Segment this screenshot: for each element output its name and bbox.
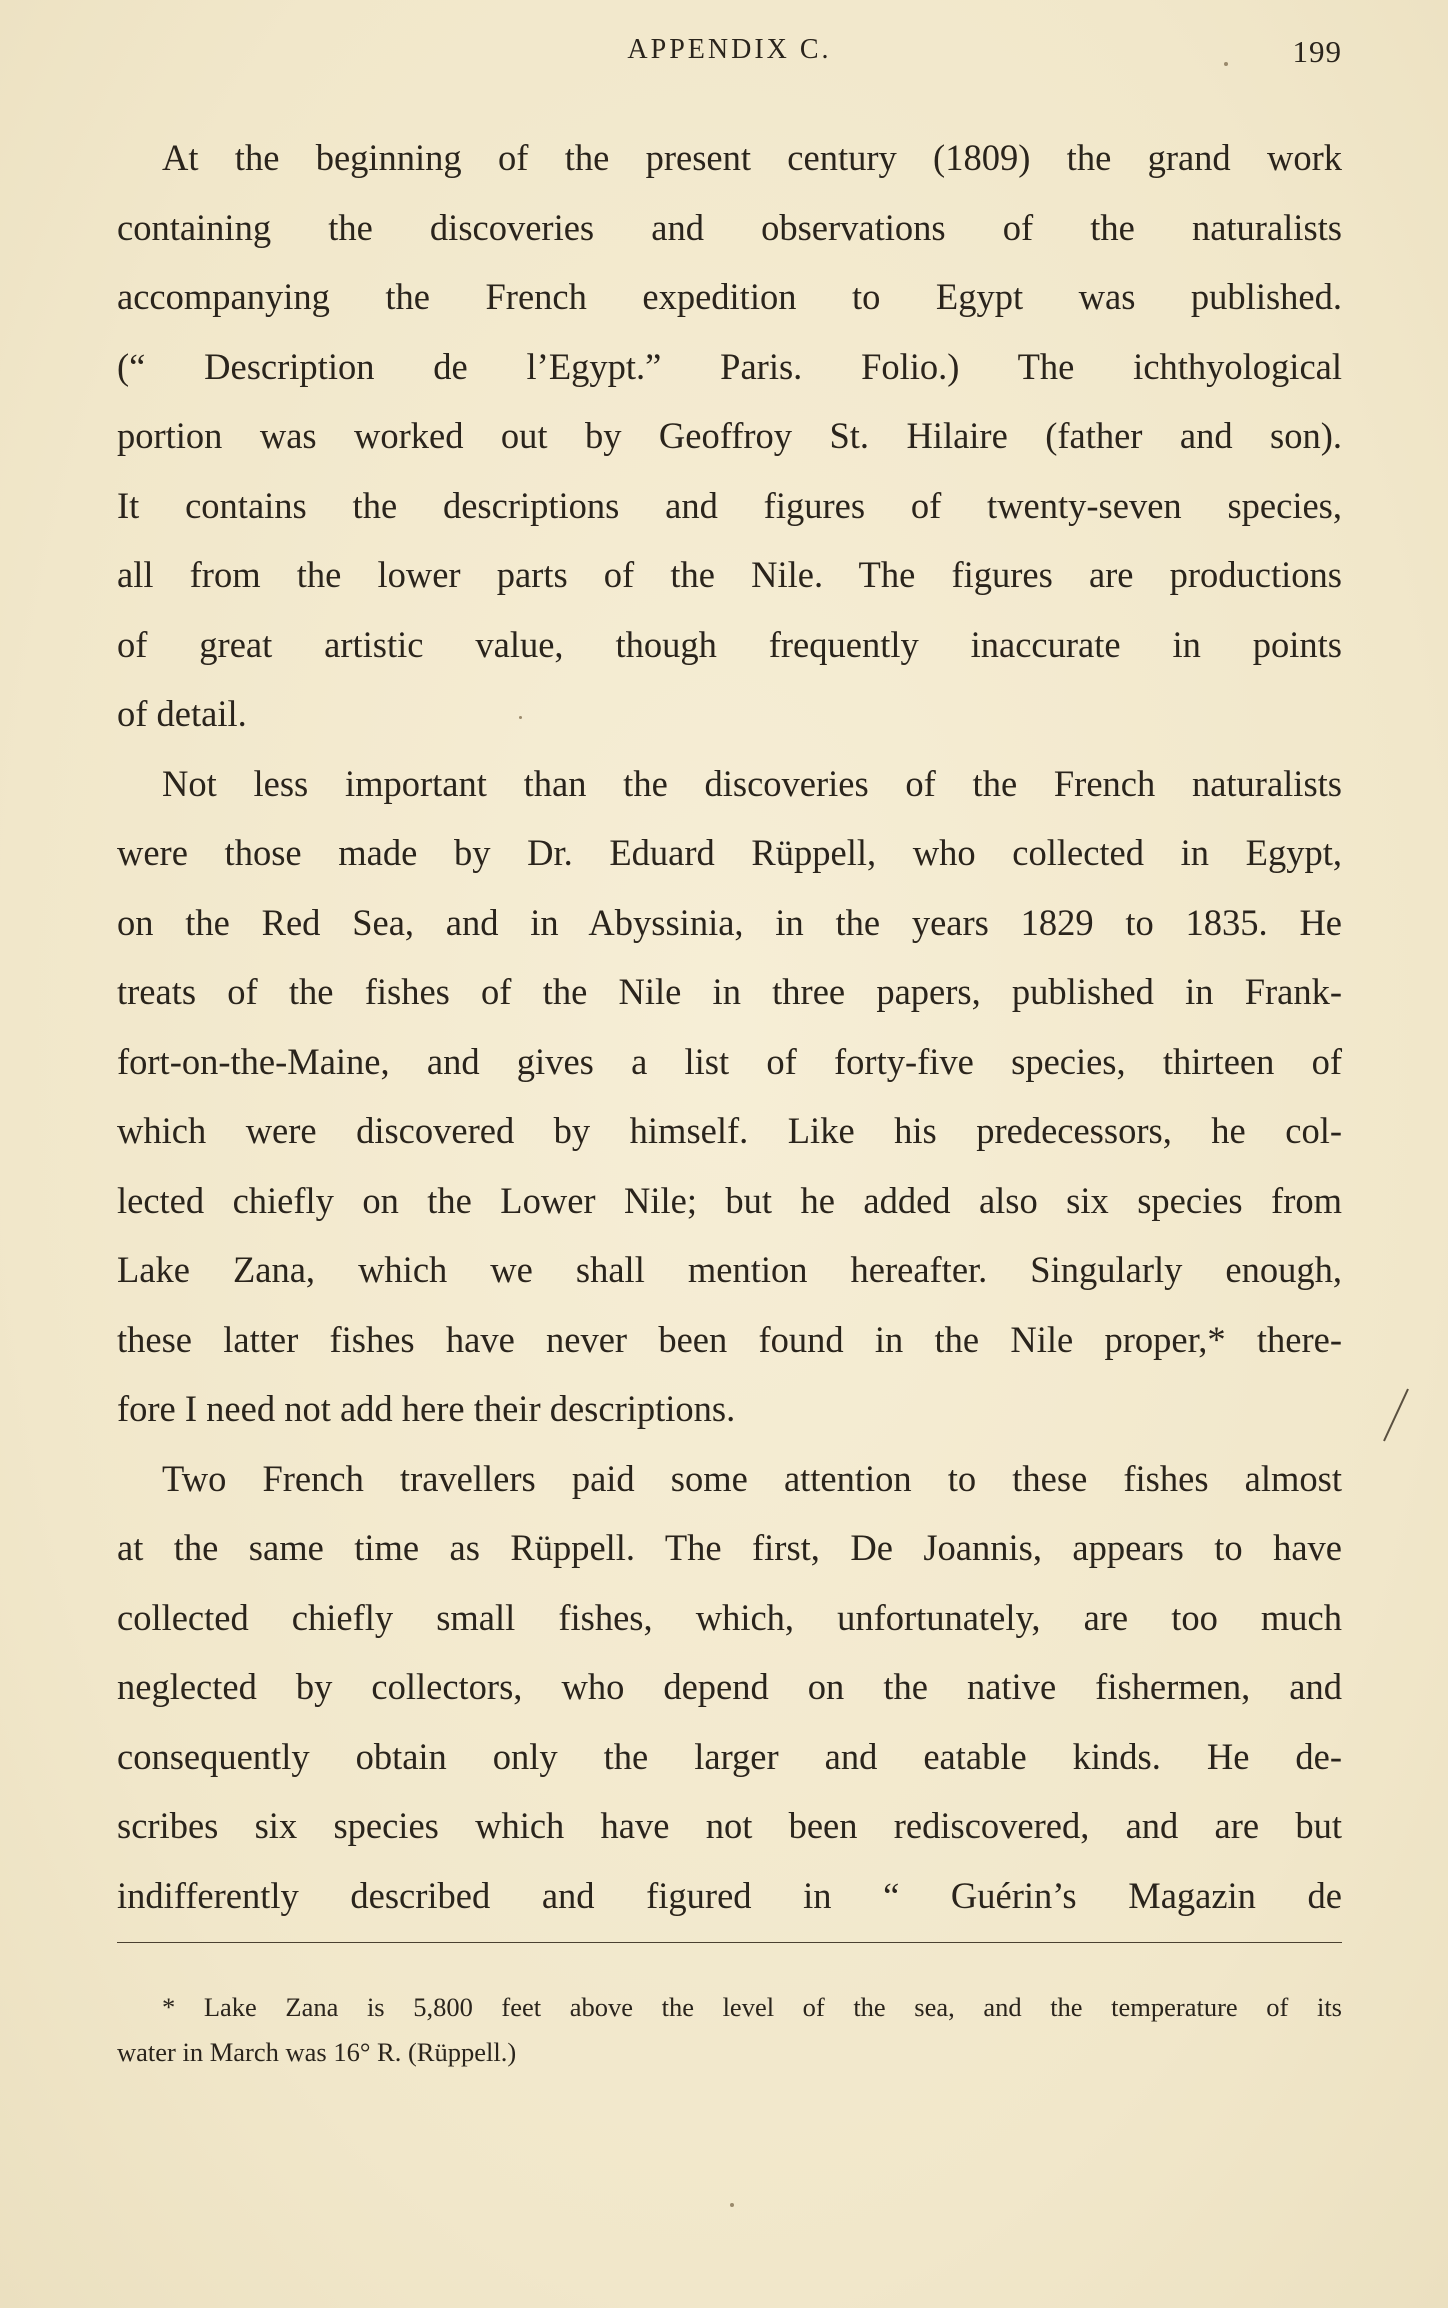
paragraph <box>117 1444 1342 1931</box>
footnote-line: water in March was 16° R. (Rüppell.) <box>117 2037 517 2067</box>
ink-speck <box>519 716 522 719</box>
text-line: which were discovered by himself. Like his predecessors, he col- <box>117 1110 1342 1151</box>
page-number: 199 <box>1292 34 1342 69</box>
footnote <box>117 1985 1342 2075</box>
pencil-mark-icon <box>1378 1385 1412 1445</box>
text-line: (“ Description de l’Egypt.” Paris. Folio.) The ichthyological <box>117 345 1342 387</box>
text-line: were those made by Dr. Eduard Rüppell, who collected in Egypt, <box>117 832 1342 873</box>
text-line: indifferently described and figured in “ Guérin’s Magazin de <box>117 1874 1342 1916</box>
paragraph <box>117 123 1342 749</box>
footnote-line: * Lake Zana is 5,800 feet above the level of the sea, and the temperature of its <box>162 1992 1342 2022</box>
text-line: at the same time as Rüppell. The first, De Joannis, appears to have <box>117 1527 1342 1568</box>
text-line: accompanying the French expedition to Egypt was published. <box>117 276 1342 317</box>
text-line: fore I need not add here their descriptions. <box>117 1388 736 1429</box>
text-line: portion was worked out by Geoffroy St. Hilaire (father and son). <box>117 415 1342 456</box>
ink-speck <box>1224 62 1228 66</box>
body-text <box>117 123 1342 1930</box>
text-line: these latter fishes have never been found in the Nile proper,* there- <box>117 1318 1342 1360</box>
text-line: treats of the fishes of the Nile in three papers, published in Frank- <box>117 971 1342 1012</box>
text-line: scribes six species which have not been rediscovered, and are but <box>117 1805 1342 1846</box>
text-line: It contains the descriptions and figures of twenty-seven species, <box>117 484 1342 526</box>
paragraph <box>117 749 1342 1444</box>
running-head-title: APPENDIX C. <box>627 34 832 65</box>
text-line: fort-on-the-Maine, and gives a list of forty-five species, thirteen of <box>117 1040 1342 1082</box>
ink-speck <box>730 2203 734 2207</box>
text-line: on the Red Sea, and in Abyssinia, in the years 1829 to 1835. He <box>117 901 1342 943</box>
text-line: Two French travellers paid some attention to these fishes almost <box>162 1457 1342 1499</box>
text-line: of detail. <box>117 693 247 734</box>
text-line: all from the lower parts of the Nile. The figures are productions <box>117 554 1342 595</box>
text-line: neglected by collectors, who depend on the native fishermen, and <box>117 1666 1342 1707</box>
text-line: At the beginning of the present century (1809) the grand work <box>162 137 1342 178</box>
text-line: of great artistic value, though frequently inaccurate in points <box>117 623 1342 665</box>
text-line: containing the discoveries and observations of the naturalists <box>117 206 1342 248</box>
text-line: collected chiefly small fishes, which, unfortunately, are too much <box>117 1596 1342 1638</box>
footnote-rule <box>117 1942 1342 1943</box>
text-line: consequently obtain only the larger and eatable kinds. He de- <box>117 1735 1342 1777</box>
text-line: Not less important than the discoveries of the French naturalists <box>162 762 1342 804</box>
text-line: Lake Zana, which we shall mention hereafter. Singularly enough, <box>117 1249 1342 1290</box>
running-head <box>117 34 1342 74</box>
text-line: lected chiefly on the Lower Nile; but he added also six species from <box>117 1179 1342 1221</box>
